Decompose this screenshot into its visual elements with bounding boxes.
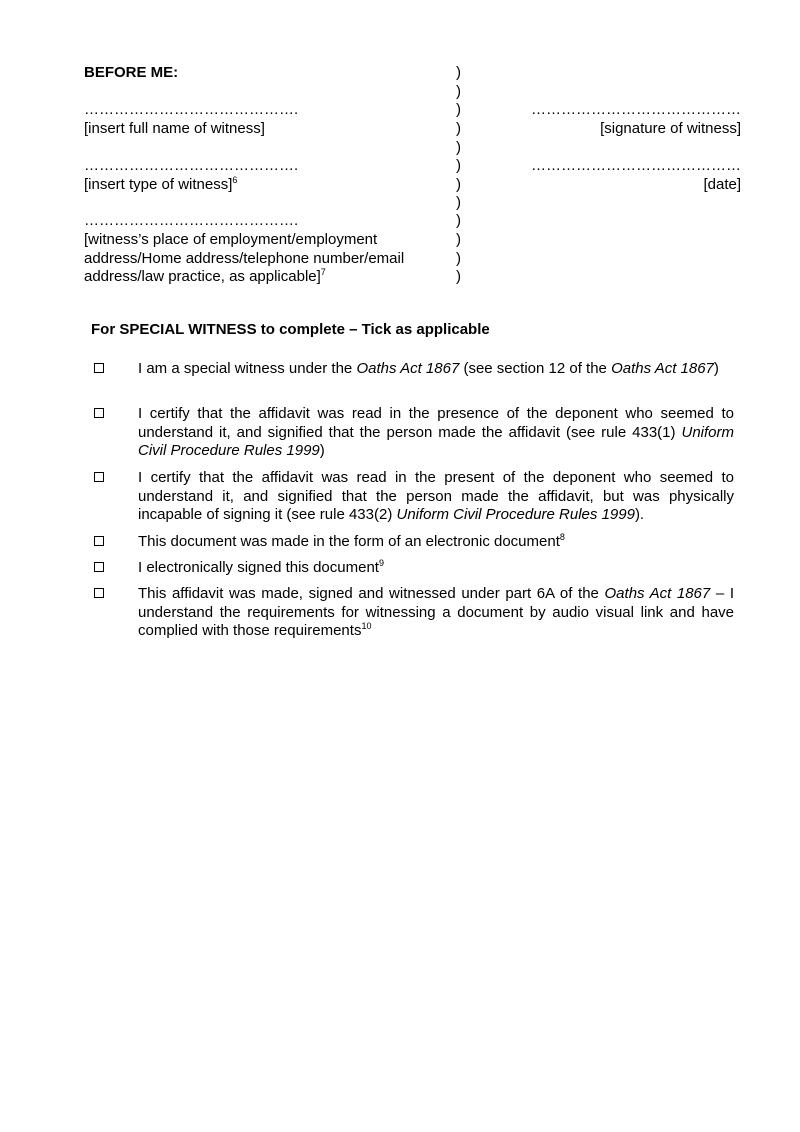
paren: ) — [456, 231, 461, 248]
witness-name-label: [insert full name of witness] — [84, 120, 265, 137]
witness-type-label: [insert type of witness]$^6$ — [84, 175, 238, 193]
date-line: …………………………………… — [531, 157, 741, 174]
footnote-ref: 7 — [320, 267, 326, 277]
paren: ) — [456, 212, 461, 229]
paren: ) — [456, 194, 461, 211]
checkbox-electronically-signed[interactable] — [94, 562, 104, 572]
paren: ) — [456, 64, 461, 81]
footnote-ref: 10 — [361, 621, 372, 631]
paren: ) — [456, 120, 461, 137]
paren: ) — [456, 101, 461, 118]
special-witness-heading: For SPECIAL WITNESS to complete – Tick as applicable — [91, 321, 490, 338]
checkbox-electronic-document[interactable] — [94, 536, 104, 546]
checkbox-special-witness[interactable] — [94, 363, 104, 373]
witness-type-line: ……………………………………. — [84, 157, 299, 174]
witness-address-line: ……………………………………. — [84, 212, 299, 229]
item-special-witness: I am a special witness under the Oaths Act 1867 (see section 12 of the Oaths Act 1867) — [138, 360, 719, 377]
paren: ) — [456, 268, 461, 285]
signature-line: …………………………………… — [531, 101, 741, 118]
paren: ) — [456, 250, 461, 267]
paren: ) — [456, 157, 461, 174]
witness-address-label-3: address/law practice, as applicable]$^7$ — [84, 267, 326, 285]
footnote-ref: 8 — [559, 532, 565, 542]
paren: ) — [456, 139, 461, 156]
checkbox-read-presence[interactable] — [94, 408, 104, 418]
item-audio-visual: This affidavit was made, signed and witnessed under part 6A of the Oaths Act 1867 – I understand the requirements for witnessing a document by audio visual link and have complied with those requirements$^{10}$ — [138, 585, 734, 639]
witness-address-label-2: address/Home address/telephone number/email — [84, 250, 405, 267]
checkbox-audio-visual[interactable] — [94, 588, 104, 598]
footnote-ref: 6 — [232, 175, 238, 185]
paren: ) — [456, 83, 461, 100]
before-me-heading: BEFORE ME: — [84, 64, 179, 81]
witness-name-line: ……………………………………. — [84, 101, 299, 118]
date-label: [date] — [703, 176, 741, 193]
witness-address-label-1: [witness’s place of employment/employment — [84, 231, 378, 248]
item-physically-incapable: I certify that the affidavit was read in the present of the deponent who seemed to understand it, and signified that the person made the affidavit, but was physically incapable of signing it (see rule 433(2) Uniform Civil Procedure Rules 1999). — [138, 469, 734, 523]
item-read-presence: I certify that the affidavit was read in the presence of the deponent who seemed to understand it, and signified that the person made the affidavit (see rule 433(1) Uniform Civil Procedure Rules 1999) — [138, 405, 734, 459]
item-electronically-signed: I electronically signed this document$^9$ — [138, 558, 384, 576]
item-electronic-document: This document was made in the form of an electronic document$^8$ — [138, 532, 565, 550]
checkbox-physically-incapable[interactable] — [94, 472, 104, 482]
signature-label: [signature of witness] — [600, 120, 741, 137]
footnote-ref: 9 — [378, 558, 384, 568]
paren: ) — [456, 176, 461, 193]
